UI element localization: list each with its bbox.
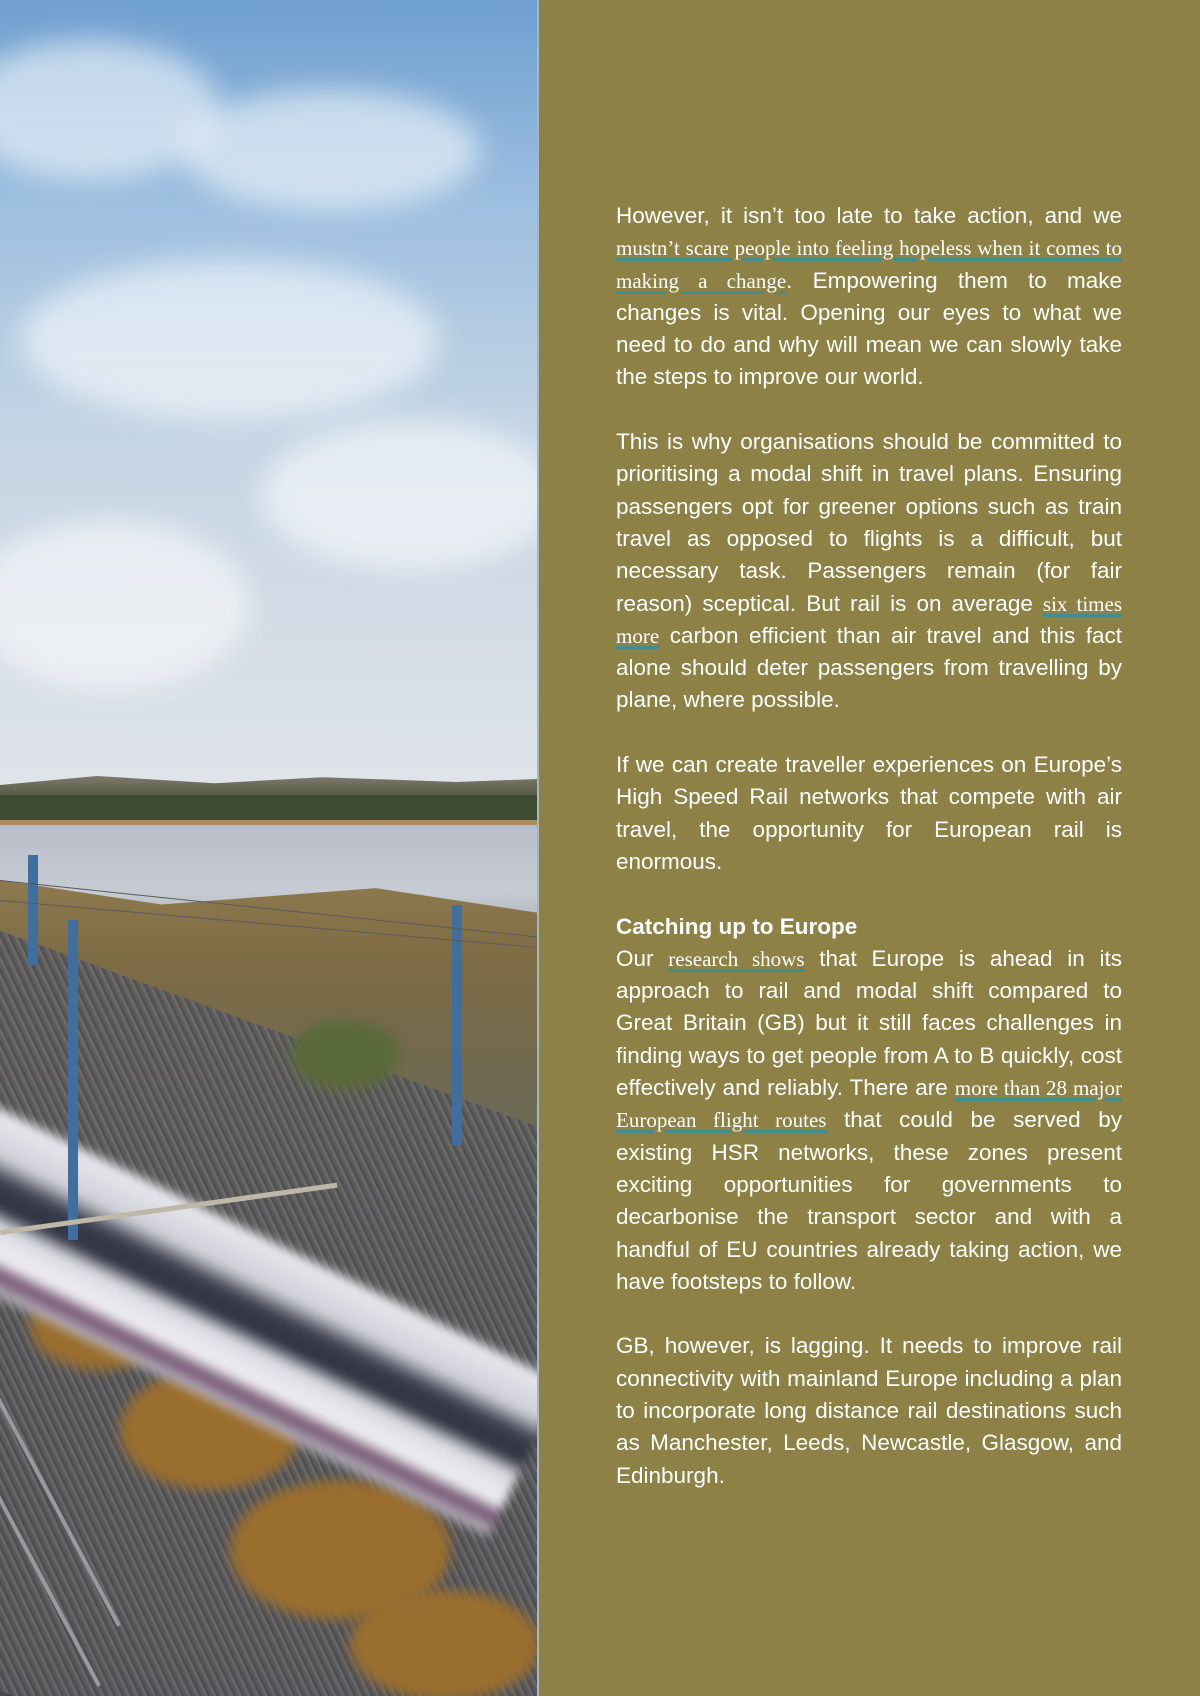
sky-cloud [180, 90, 480, 210]
catenary-pylon [68, 920, 78, 1240]
link-research-shows[interactable]: research shows [668, 946, 805, 971]
link-scare-people[interactable]: mustn’t scare people into feeling hopeless when it comes to making a change [616, 236, 1122, 293]
article-body [616, 200, 1122, 1524]
sky-cloud [20, 260, 440, 420]
paragraph-high-speed-rail: If we can create traveller experiences on Europe’s High Speed Rail networks that compete with air travel, the opportunity for European rail is enormous. [616, 752, 1122, 874]
link-six-times-more[interactable]: six times more [616, 591, 1122, 648]
train-photo [0, 0, 537, 1696]
section-heading: Catching up to Europe [616, 913, 858, 939]
link-flight-routes[interactable]: more than 28 major European flight routes [616, 1076, 1122, 1133]
paragraph-empowerment: However, it isn’t too late to take action, and we mustn’t scare people into feeling hopeless when it comes to making a change. Empowering them to make changes is vital. Opening our eyes to what we need to do and why will mean we can slowly take the steps to improve our world. [616, 203, 1122, 390]
paragraph-gb-lagging: GB, however, is lagging. It needs to improve rail connectivity with mainland Europe including a plan to incorporate long distance rail destinations such as Manchester, Leeds, Newcastle, Glasgow, and Edinburgh. [616, 1333, 1122, 1488]
sky-cloud [0, 520, 250, 690]
paragraph-modal-shift: This is why organisations should be committed to prioritising a modal shift in travel plans. Ensuring passengers opt for greener options such as train travel as opposed to flights is a difficult, but necessary task. Passengers remain (for fair reason) sceptical. But rail is on average six times more carbon efficient than air travel and this fact alone should deter passengers from travelling by plane, where possible. [616, 429, 1122, 713]
paragraph-catching-up: Our research shows that Europe is ahead in its approach to rail and modal shift compared to Great Britain (GB) but it still faces challenges in finding ways to get people from A to B quickly, cost effectively and reliably. There are more than 28 major European flight routes that could be served by existing HSR networks, these zones present exciting opportunities for governments to decarbonise the transport sector and with a handful of EU countries already taking action, we have footsteps to follow. [616, 945, 1123, 1294]
text-panel [537, 0, 1200, 1696]
sky-cloud [260, 420, 537, 570]
shrub [350, 1590, 537, 1696]
catenary-pylon [28, 855, 38, 965]
shrub [290, 1020, 400, 1090]
